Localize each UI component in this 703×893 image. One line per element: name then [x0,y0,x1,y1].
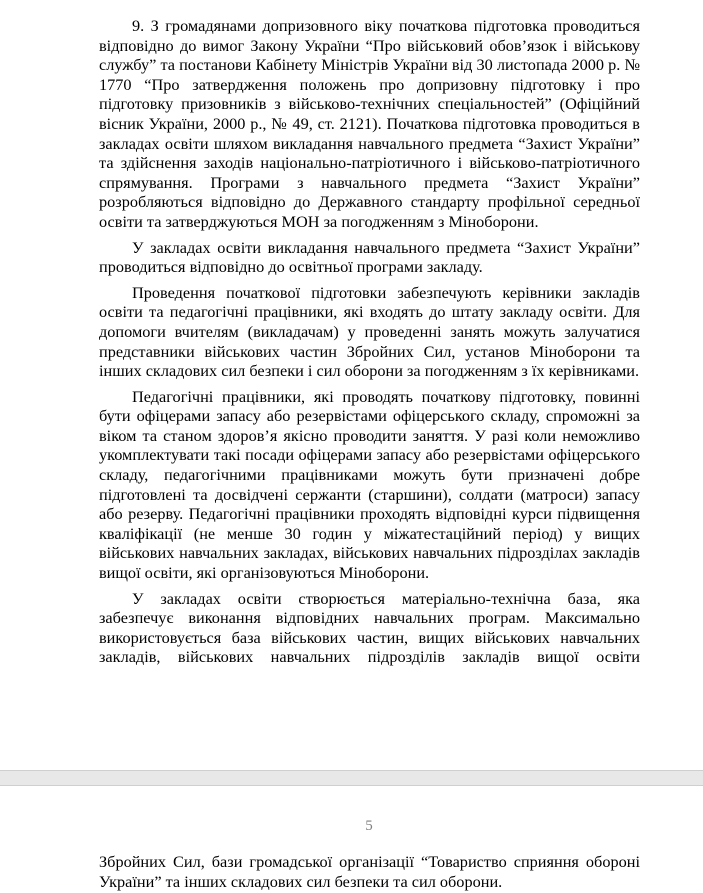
paragraph-9-initial-training: 9. З громадянами допризовного віку початкова підготовка проводиться відповідно до вимог Закону України “Про військовий обов’язок і військову службу” та постанови Кабінету Міністрів України від 30 листопада 2000 р. № 1770 “Про затвердження положень про допризовну підготовку і про підготовку призовників з військово-технічних спеціальностей” (Офіційний вісник України, 2000 р., № 49, ст. 2121). Початкова підготовка проводиться в закладах освіти шляхом викладання навчального предмета “Захист України” та здійснення заходів національно-патріотичного і військово-патріотичного спрямування. Програми з навчального предмета “Захист України” розробляються відповідно до Державного стандарту профільної середньої освіти та затверджуються МОН за погодженням з Міноборони. [99,16,640,231]
page-body-text [99,16,640,667]
paragraph-continuation: Збройних Сил, бази громадської організації “Товариство сприяння обороні України” та інших складових сил безпеки та сил оборони. [99,852,640,891]
paragraph-teacher-requirements: Педагогічні працівники, які проводять початкову підготовку, повинні бути офіцерами запасу або резервістами офіцерського складу, спроможні за віком та станом здоров’я якісно проводити заняття. У разі коли неможливо укомплектувати такі посади офіцерами запасу або резервістами офіцерського складу, педагогічними працівниками можуть бути призначені добре підготовлені та досвідчені сержанти (старшини), солдати (матроси) запасу або резерву. Педагогічні працівники проходять відповідні курси підвищення кваліфікації (не менше 30 годин у міжатестаційний період) у вищих військових навчальних закладах, військових навчальних підрозділах закладів вищої освіти, які організовуються Міноборони. [99,386,640,583]
document-page-bottom [0,786,703,893]
paragraph-material-base: У закладах освіти створюється матеріально-технічна база, яка забезпечує виконання відповідних навчальних програм. Максимально використовується база військових частин, вищих військових навчальних закладів, військових навчальних підрозділів закладів вищої освіти [99,588,640,667]
page-body-text-continued [99,852,640,891]
paragraph-training-staff: Проведення початкової підготовки забезпечують керівники закладів освіти та педагогічні працівники, які входять до штату закладу освіти. Для допомоги вчителям (викладачам) у проведенні занять можуть залучатися представники військових частин Збройних Сил, установ Міноборони та інших складових сил безпеки і сил оборони за погодженням з їх керівниками. [99,282,640,381]
page-number: 5 [365,818,373,834]
paragraph-subject-teaching: У закладах освіти викладання навчального предмета “Захист України” проводиться відповідно до освітньої програми закладу. [99,237,640,277]
page-separator [0,770,703,786]
